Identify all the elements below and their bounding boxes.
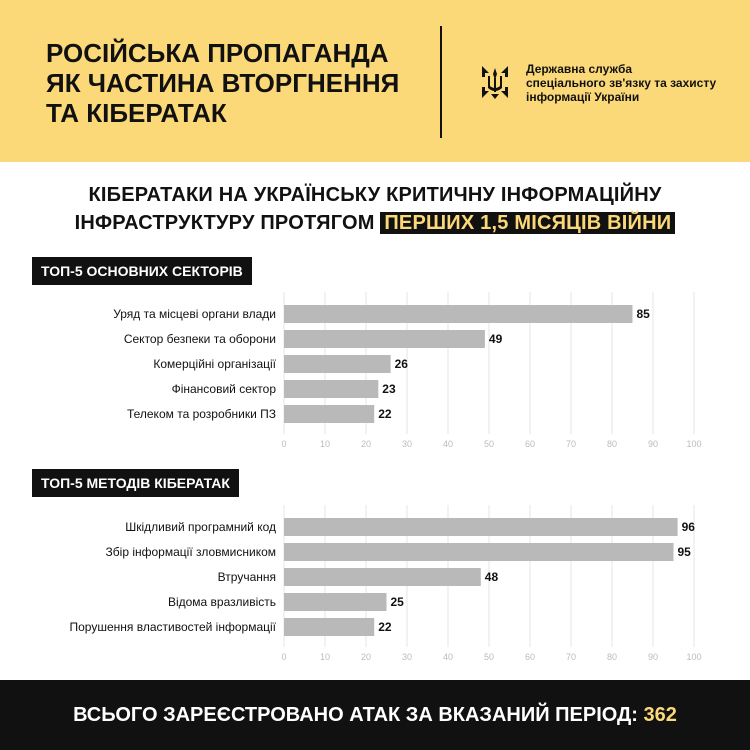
- value-label: 23: [382, 382, 396, 396]
- category-label: Комерційні організації: [153, 357, 276, 371]
- tick-label: 90: [647, 652, 659, 662]
- category-label: Фінансовий сектор: [171, 382, 276, 396]
- footer-text: ВСЬОГО ЗАРЕЄСТРОВАНО АТАК ЗА ВКАЗАНИЙ ПЕРІОД:: [73, 704, 638, 726]
- bar: [284, 593, 387, 611]
- tick-label: 30: [401, 652, 413, 662]
- title-line-1: РОСІЙСЬКА ПРОПАГАНДА: [46, 38, 389, 68]
- trident-emblem-icon: [474, 60, 516, 104]
- bar: [284, 380, 378, 398]
- tick-label: 20: [360, 439, 372, 449]
- bar: [284, 305, 633, 323]
- tick-label: 80: [606, 652, 618, 662]
- tick-label: 90: [647, 439, 659, 449]
- bar: [284, 518, 678, 536]
- value-label: 96: [681, 520, 695, 534]
- category-label: Порушення властивостей інформації: [69, 620, 276, 634]
- value-label: 25: [390, 595, 404, 609]
- category-label: Втручання: [217, 570, 276, 584]
- org-line-3: інформації України: [526, 90, 640, 104]
- bar: [284, 405, 374, 423]
- category-label: Відома вразливість: [167, 595, 276, 609]
- org-line-2: спеціального зв'язку та захисту: [526, 76, 717, 90]
- tick-label: 30: [401, 439, 413, 449]
- sectors-bar-chart: [0, 292, 750, 492]
- tick-label: 0: [281, 439, 287, 449]
- value-label: 95: [677, 545, 691, 559]
- tick-label: 60: [524, 652, 536, 662]
- tick-label: 10: [319, 439, 331, 449]
- sectors-chart-title: ТОП-5 ОСНОВНИХ СЕКТОРІВ: [32, 257, 252, 285]
- footer-total-count: 362: [643, 704, 677, 726]
- methods-chart-title: ТОП-5 МЕТОДІВ КІБЕРАТАК: [32, 469, 239, 497]
- title-line-2: ЯК ЧАСТИНА ВТОРГНЕННЯ: [46, 68, 400, 98]
- tick-label: 70: [565, 652, 577, 662]
- header-banner: [0, 0, 750, 162]
- footer-total-banner: [0, 680, 750, 750]
- main-title-line-2-plain: ІНФРАСТРУКТУРУ ПРОТЯГОМ: [74, 212, 375, 234]
- tick-label: 60: [524, 439, 536, 449]
- tick-label: 20: [360, 652, 372, 662]
- main-title-highlight: ПЕРШИХ 1,5 МІСЯЦІВ ВІЙНИ: [380, 212, 675, 234]
- tick-label: 50: [483, 439, 495, 449]
- bar: [284, 618, 374, 636]
- tick-label: 10: [319, 652, 331, 662]
- tick-label: 40: [442, 652, 454, 662]
- tick-label: 40: [442, 439, 454, 449]
- category-label: Уряд та місцеві органи влади: [113, 307, 276, 321]
- tick-label: 100: [686, 652, 702, 662]
- header-divider: [440, 26, 442, 138]
- value-label: 22: [378, 407, 392, 421]
- methods-bar-chart: [0, 505, 750, 705]
- bar: [284, 330, 485, 348]
- category-label: Телеком та розробники ПЗ: [126, 407, 276, 421]
- category-label: Шкідливий програмний код: [125, 520, 276, 534]
- value-label: 48: [484, 570, 499, 584]
- bar: [284, 568, 481, 586]
- main-title: [0, 181, 750, 237]
- title-line-3: ТА КІБЕРАТАК: [46, 98, 227, 128]
- value-label: 85: [636, 307, 650, 321]
- value-label: 22: [378, 620, 392, 634]
- bar: [284, 355, 391, 373]
- main-title-line-1: КІБЕРАТАКИ НА УКРАЇНСЬКУ КРИТИЧНУ ІНФОРМАЦІЙНУ: [88, 184, 662, 206]
- tick-label: 70: [565, 439, 577, 449]
- category-label: Збір інформації зловмисником: [105, 545, 276, 559]
- category-label: Сектор безпеки та оборони: [123, 332, 276, 346]
- main-title-line-2: [0, 209, 750, 237]
- tick-label: 80: [606, 439, 618, 449]
- tick-label: 100: [686, 439, 702, 449]
- org-line-1: Державна служба: [526, 62, 633, 76]
- bar: [284, 543, 674, 561]
- tick-label: 0: [281, 652, 287, 662]
- page-title: [46, 38, 426, 128]
- value-label: 49: [488, 332, 503, 346]
- value-label: 26: [394, 357, 408, 371]
- organization-name: [526, 62, 746, 104]
- tick-label: 50: [483, 652, 495, 662]
